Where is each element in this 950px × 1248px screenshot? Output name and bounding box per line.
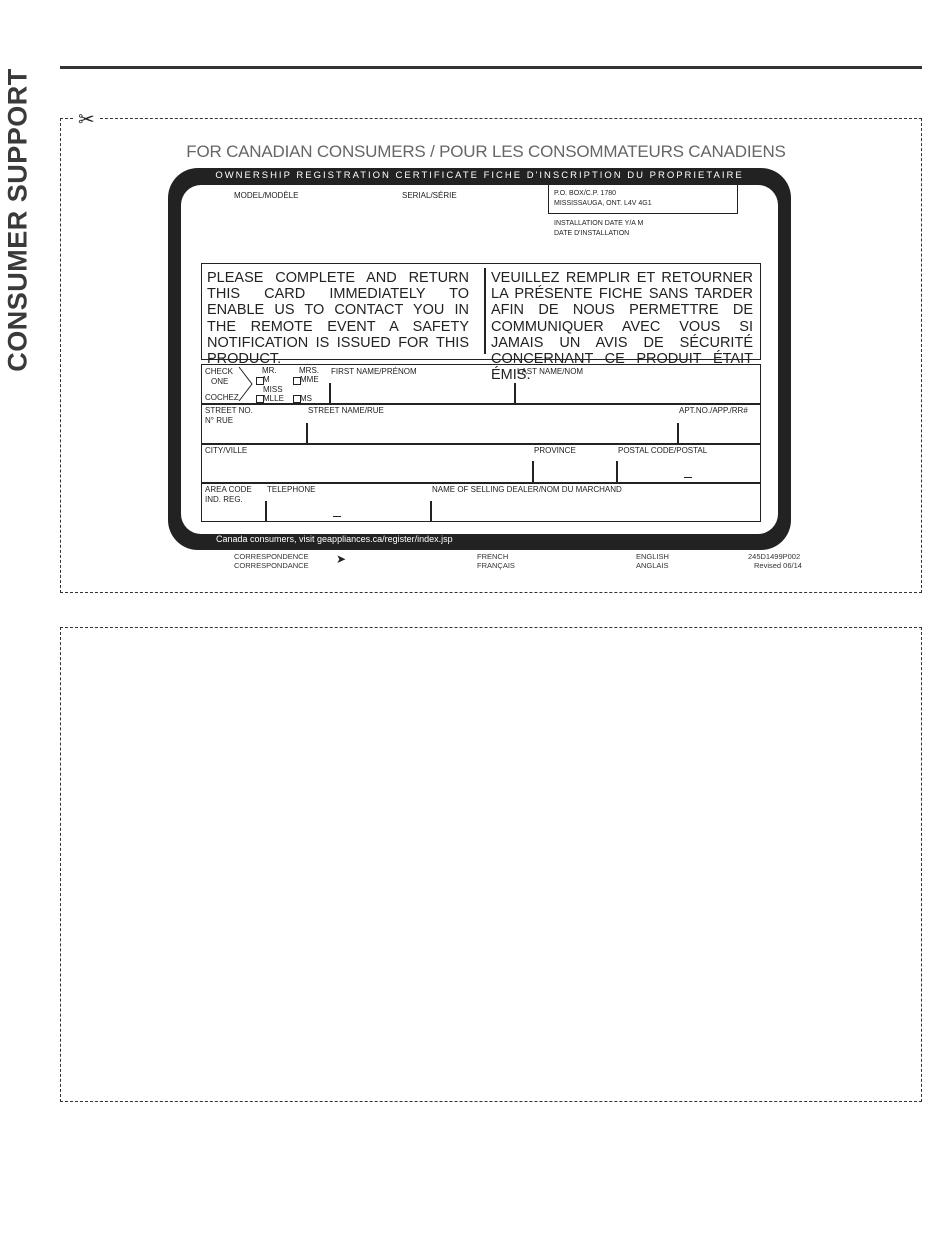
form-code: 245D1499P002: [748, 552, 801, 561]
province-label: PROVINCE: [534, 446, 576, 455]
safety-message-en: PLEASE COMPLETE AND RETURN THIS CARD IMMEDIATELY TO ENABLE US TO CONTACT YOU IN THE REMOTE EVENT A SAFETY NOTIFICATION IS ISSUED FOR THIS PRODUCT.: [207, 270, 469, 368]
install-date-label-fr: DATE D'INSTALLATION: [554, 230, 630, 237]
correspondence-label: CORRESPONDENCE: [234, 552, 309, 561]
telephone-label: TELEPHONE: [267, 485, 316, 494]
registration-form: [201, 364, 761, 522]
revised-date: Revised 06/14: [754, 561, 802, 570]
arrow-icon: ➤: [336, 552, 347, 566]
card-title: OWNERSHIP REGISTRATION CERTIFICATE FICHE D'INSCRIPTION DU PROPRIETAIRE: [215, 170, 744, 181]
check-one-label: CHECK: [205, 367, 234, 376]
correspondance-label: CORRESPONDANCE: [234, 561, 309, 570]
apt-label: APT.NO./APP./RR#: [679, 406, 748, 415]
canadian-heading: FOR CANADIAN CONSUMERS / POUR LES CONSOMMATEURS CANADIENS: [186, 142, 786, 161]
install-date-label: INSTALLATION DATE Y/A M: [554, 220, 644, 227]
mrs-label: MRS.: [299, 366, 319, 375]
miss-label: MISS: [263, 385, 283, 394]
telephone-dash: [333, 516, 341, 517]
anglais-label: ANGLAIS: [636, 561, 669, 570]
pobox-line2: MISSISSAUGA, ONT. L4V 4G1: [554, 200, 652, 207]
french-label: FRENCH: [477, 552, 509, 561]
area-code-label-fr: IND. REG.: [205, 495, 243, 504]
last-name-label: LAST NAME/NOM: [517, 367, 584, 376]
mlle-label: MLLE: [263, 394, 284, 403]
serial-label: SERIAL/SÉRIE: [402, 191, 457, 200]
m-label: M: [263, 375, 270, 384]
apt-field-divider: [677, 423, 679, 443]
first-name-field-divider: [329, 383, 331, 403]
area-code-label: AREA CODE: [205, 485, 252, 494]
model-label: MODEL/MODÈLE: [234, 191, 299, 200]
row-divider: [202, 403, 760, 405]
street-field-divider: [306, 423, 308, 443]
english-label: ENGLISH: [636, 552, 669, 561]
postal-dash: [684, 477, 692, 478]
side-title-text: CONSUMER SUPPORT: [2, 68, 33, 372]
postal-code-label: POSTAL CODE/POSTAL: [618, 446, 708, 455]
street-no-label: STREET NO.: [205, 406, 253, 415]
pobox-line1: P.O. BOX/C.P. 1780: [554, 190, 617, 197]
francais-label: FRANÇAIS: [477, 561, 515, 570]
postal-field-divider: [616, 461, 618, 482]
cochez-label: COCHEZ: [205, 393, 239, 402]
dealer-label: NAME OF SELLING DEALER/NOM DU MARCHAND: [432, 485, 622, 494]
message-divider: [484, 268, 486, 354]
last-name-field-divider: [514, 383, 516, 403]
mr-label: MR.: [262, 366, 277, 375]
street-name-label: STREET NAME/RUE: [308, 406, 384, 415]
check-one-label-2: ONE: [211, 377, 229, 386]
row-divider: [202, 443, 760, 445]
mme-label: MME: [300, 375, 319, 384]
bracket-icon: [238, 366, 254, 402]
telephone-field-divider: [265, 501, 267, 521]
safety-message-fr: VEUILLEZ REMPLIR ET RETOURNER LA PRÉSENTE FICHE SANS TARDER AFIN DE NOUS PERMETTRE DE COMMUNIQUER AVEC VOUS SI JAMAIS UN AVIS DE SÉCURITÉ CONCERNANT CE PRODUIT ÉTAIT ÉMIS.: [491, 270, 753, 384]
side-title: [2, 30, 34, 410]
ms-label: MS: [300, 394, 312, 403]
first-name-label: FIRST NAME/PRÉNOM: [331, 367, 417, 376]
top-rule: [60, 66, 922, 69]
street-no-label-fr: N° RUE: [205, 416, 234, 425]
cut-out-area-blank: [60, 627, 922, 1102]
dealer-field-divider: [430, 501, 432, 521]
scissors-icon: ✂: [75, 107, 98, 132]
province-field-divider: [532, 461, 534, 482]
city-label: CITY/VILLE: [205, 446, 248, 455]
card-footer: Canada consumers, visit geappliances.ca/register/index.jsp: [216, 534, 453, 544]
row-divider: [202, 482, 760, 484]
